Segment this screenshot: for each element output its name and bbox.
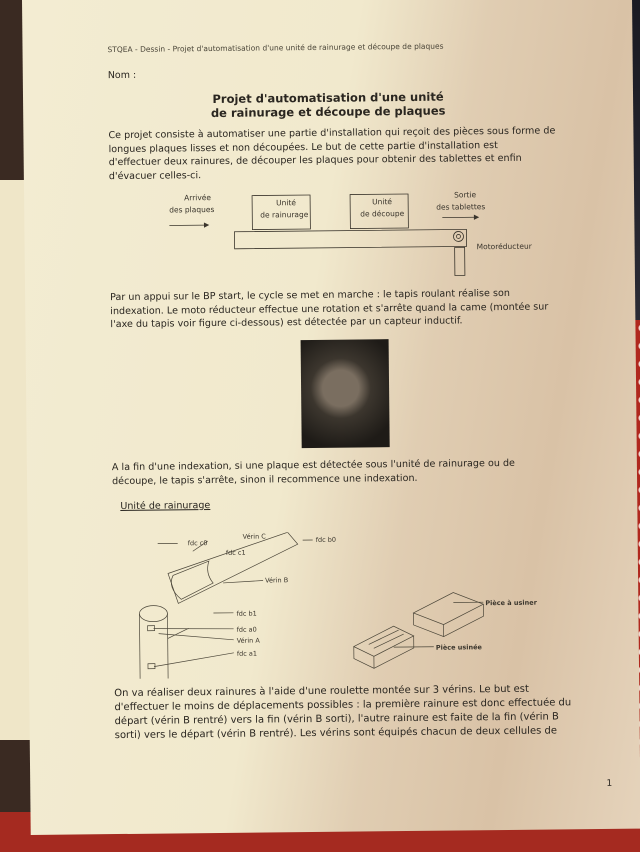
- text-line: départ (vérin B rentré) vers la fin (vérin B sorti), l'autre rainure est faite de la fin (vérin B: [114, 711, 559, 728]
- text-line: indexation. Le moto réducteur effectue une rotation et s'arrête quand la came (montée sur: [110, 301, 549, 317]
- label-fdc-b1: fdc b1: [236, 609, 257, 618]
- grooving-unit-diagram: [123, 530, 545, 684]
- conveyor-diagram: [164, 186, 565, 280]
- section-heading: Unité de rainurage: [120, 500, 211, 512]
- running-header: STQEA - Dessin - Projet d'automatisation d'une unité de rainurage et découpe de plaques: [107, 41, 444, 55]
- rollers-paragraph: [114, 682, 571, 743]
- text-line: longues plaques lisses et non découpées. Le but de cette partie d'installation est: [108, 139, 498, 155]
- page-title: [23, 88, 633, 122]
- label-fdc-a1: fdc a1: [236, 649, 258, 658]
- title-line: Projet d'automatisation d'une unité: [212, 89, 444, 107]
- document-page: [22, 0, 640, 835]
- label-fdc-a0: fdc a0: [236, 625, 257, 634]
- intro-paragraph: [108, 124, 555, 183]
- label-decoupe: de découpe: [360, 209, 405, 219]
- text-line: Par un appui sur le BP start, le cycle se met en marche : le tapis roulant réalise son: [110, 287, 510, 304]
- text-line: A la fin d'une indexation, si une plaque est détectée sous l'unité de rainurage ou de: [111, 457, 515, 474]
- label-fdc-c0: fdc c0: [187, 539, 208, 548]
- name-label: Nom :: [107, 69, 137, 82]
- text-line: découpe, le tapis s'arrête, sinon il recommence une indexation.: [111, 472, 418, 487]
- indexation-paragraph: [112, 457, 515, 488]
- cycle-paragraph: [110, 287, 548, 332]
- label-rainurage: Unité: [276, 198, 297, 208]
- label-verin-b: Vérin B: [265, 576, 289, 585]
- label-fdc-b0: fdc b0: [315, 535, 337, 544]
- text-line: sorti) vers le départ (vérin B rentré). Les vérins sont équipés chacun de deux cellules de: [114, 725, 558, 742]
- label-piece-a-usiner: Pièce à usiner: [485, 598, 537, 608]
- label-arrivee: des plaques: [169, 204, 215, 215]
- label-sortie: Sortie: [454, 190, 477, 200]
- label-arrivee: Arrivée: [184, 193, 212, 203]
- label-rainurage: de rainurage: [260, 210, 309, 220]
- label-verin-c: Vérin C: [242, 532, 266, 541]
- text-line: l'axe du tapis voir figure ci-dessous) est détectée par un capteur inductif.: [110, 315, 463, 331]
- text-line: d'effectuer le moins de déplacements possibles : la première rainure est donc effectuée du: [114, 697, 572, 714]
- text-line: On va réaliser deux rainures à l'aide d'une roulette montée sur 3 vérins. Le but est: [114, 683, 529, 700]
- label-decoupe: Unité: [372, 197, 393, 207]
- label-motoreducteur: Motoréducteur: [476, 241, 532, 252]
- text-line: d'évacuer celles-ci.: [108, 169, 202, 182]
- label-fdc-c1: fdc c1: [225, 548, 246, 557]
- text-line: Ce projet consiste à automatiser une partie d'installation qui reçoit des pièces sous forme de: [108, 125, 556, 142]
- label-sortie: des tablettes: [436, 202, 486, 212]
- label-verin-a: Vérin A: [236, 636, 260, 645]
- label-piece-usinee: Pièce usinée: [435, 643, 482, 652]
- cam-sensor-photo: [301, 339, 390, 448]
- text-line: d'effectuer deux rainures, de découper les plaques pour obtenir des tablettes et enfin: [108, 152, 522, 169]
- page-number: 1: [606, 778, 613, 789]
- title-line: de rainurage et découpe de plaques: [210, 103, 446, 121]
